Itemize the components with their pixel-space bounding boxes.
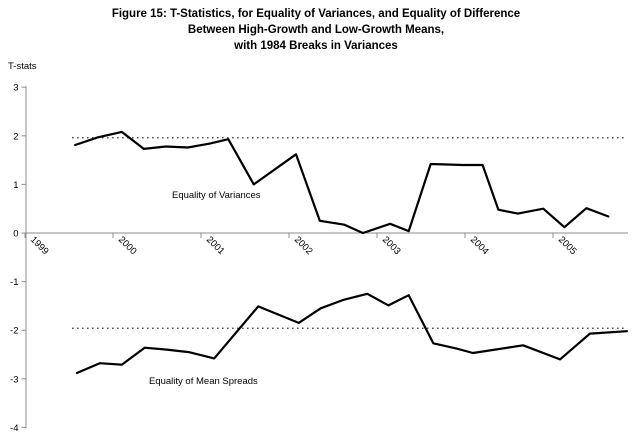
x-axis-tick-label: 2005 bbox=[555, 234, 579, 258]
chart-title-line-2: Between High-Growth and Low-Growth Means, bbox=[187, 24, 445, 36]
y-axis-tick-label: -2 bbox=[10, 325, 19, 337]
series-line-equality-of-mean-spreads bbox=[77, 294, 627, 373]
x-axis-tick-label: 2002 bbox=[291, 234, 315, 258]
y-axis-tick-label: -1 bbox=[10, 277, 19, 289]
x-axis-tick-label: 2001 bbox=[203, 234, 227, 258]
x-axis-tick-label: 1999 bbox=[27, 234, 51, 258]
series-label-equality-of-variances: Equality of Variances bbox=[172, 190, 261, 201]
y-axis-tick-label: 0 bbox=[13, 228, 19, 240]
series-label-equality-of-mean-spreads: Equality of Mean Spreads bbox=[149, 376, 258, 387]
y-axis-tick-label: 2 bbox=[13, 131, 19, 143]
y-axis-tick-label: 3 bbox=[13, 82, 19, 94]
x-axis-tick-label: 2003 bbox=[379, 234, 403, 258]
x-axis-tick-label: 2000 bbox=[115, 234, 139, 258]
y-axis-title: T-stats bbox=[8, 61, 37, 72]
y-axis-tick-label: -4 bbox=[10, 422, 19, 434]
chart-title-line-3: with 1984 Breaks in Variances bbox=[234, 40, 398, 52]
chart-title-line-1: Figure 15: T-Statistics, for Equality of Variances, and Equality of Difference bbox=[111, 8, 521, 20]
x-axis-tick-label: 2004 bbox=[467, 234, 491, 258]
y-axis-tick-label: 1 bbox=[13, 179, 19, 191]
series-line-equality-of-variances bbox=[75, 132, 608, 233]
y-axis-tick-label: -3 bbox=[10, 374, 19, 386]
